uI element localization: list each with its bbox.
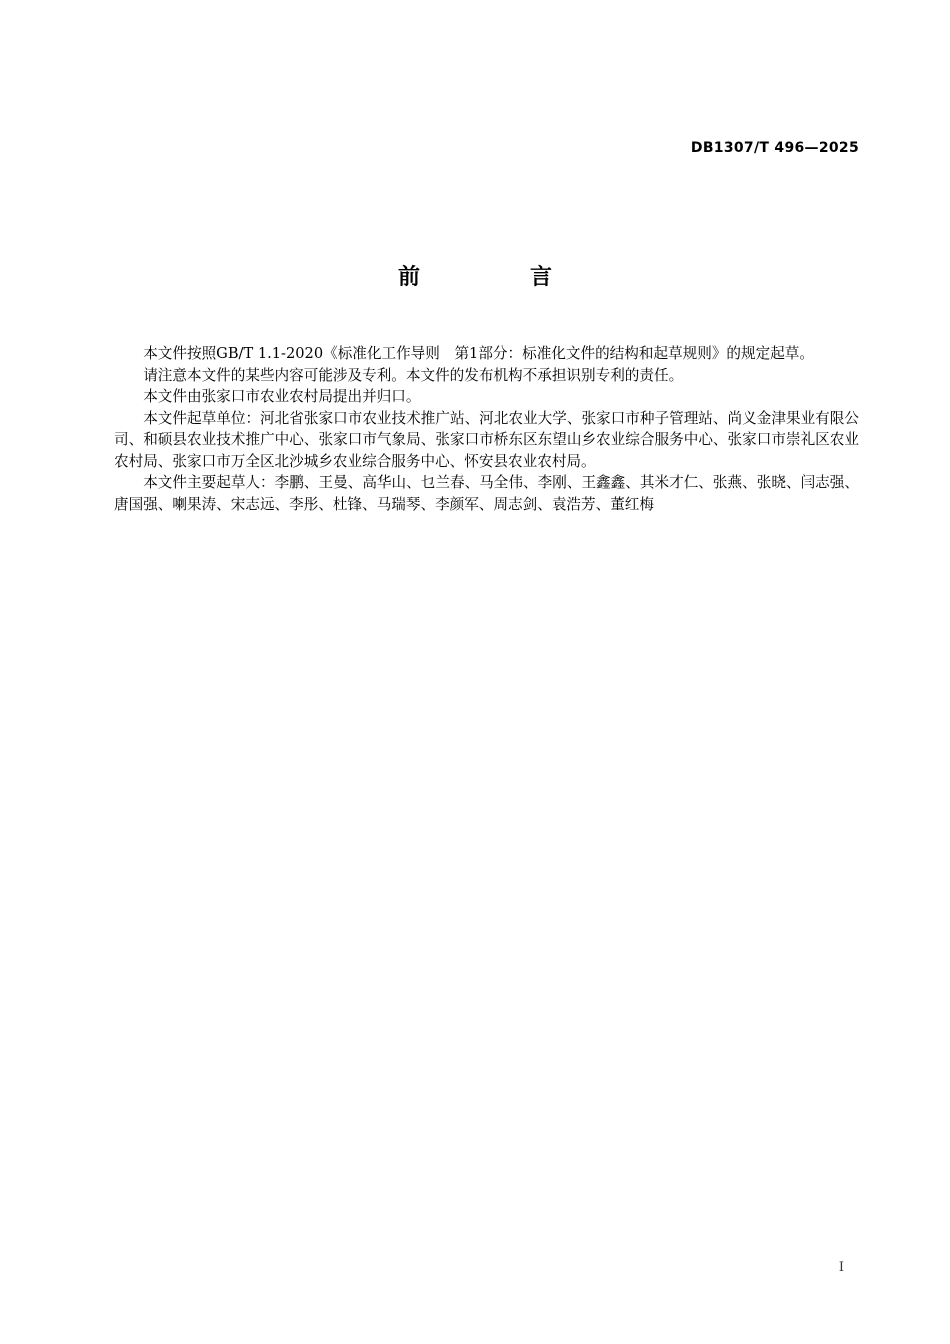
- paragraph-proposer: 本文件由张家口市农业农村局提出并归口。: [143, 388, 421, 405]
- page-number: I: [838, 1260, 844, 1275]
- preface-body: [114, 343, 859, 515]
- paragraph-drafters: 本文件主要起草人：李鹏、王曼、高华山、乜兰春、马全伟、李刚、王鑫鑫、其米才仁、张燕、张晓、闫志强、唐国强、喇果涛、宋志远、李彤、杜锋、马瑞琴、李颜军、周志剑、袁浩芳、董红梅: [114, 474, 859, 513]
- paragraph-patent-notice: 请注意本文件的某些内容可能涉及专利。本文件的发布机构不承担识别专利的责任。: [143, 366, 684, 384]
- page-title: 前 言: [397, 265, 596, 290]
- paragraph-drafting-rule: 本文件按照GB/T 1.1-2020《标准化工作导则 第1部分：标准化文件的结构和起草规则》的规定起草。: [143, 345, 814, 362]
- document-code: DB1307/T 496—2025: [690, 140, 859, 156]
- paragraph-drafting-units: 本文件起草单位：河北省张家口市农业技术推广站、河北农业大学、张家口市种子管理站、尚义金津果业有限公司、和硕县农业技术推广中心、张家口市气象局、张家口市桥东区东望山乡农业综合服务中心、张家口市崇礼区农业农村局、张家口市万全区北沙城乡农业综合服务中心、怀安县农业农村局。: [114, 409, 859, 470]
